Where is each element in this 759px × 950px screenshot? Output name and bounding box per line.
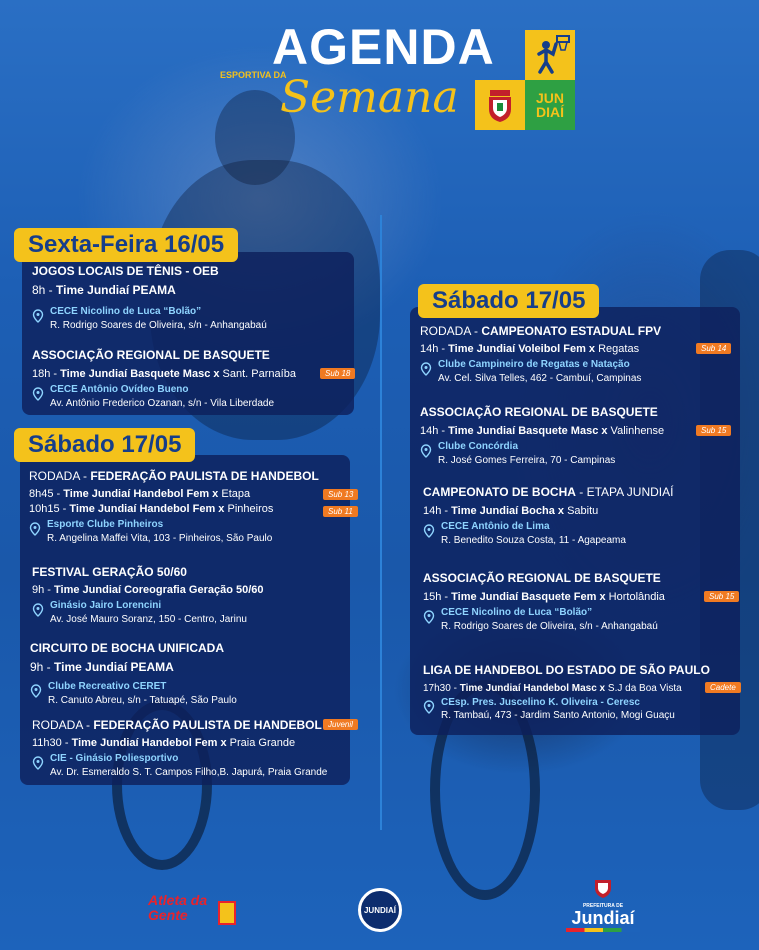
event-time: 8h45 - <box>29 488 64 500</box>
event-line <box>423 591 740 603</box>
atleta-da-gente-text: Atleta da Gente <box>148 892 208 923</box>
heading-main: CAMPEONATO DE BOCHA <box>423 485 576 499</box>
event-team: Time Jundiaí PEAMA <box>54 660 174 674</box>
location-pin-icon <box>423 700 435 714</box>
venue-name: CECE Nicolino de Luca “Bolão” <box>50 306 202 317</box>
venue-address: R. José Gomes Ferreira, 70 - Campinas <box>438 455 616 466</box>
jundiai-seal-logo <box>358 888 402 932</box>
friday-card <box>22 252 354 415</box>
event-team: Time Jundiaí Handebol Fem x <box>71 737 227 749</box>
event-heading: FESTIVAL GERAÇÃO 50/60 <box>32 565 187 579</box>
event-time: 8h - <box>32 283 57 297</box>
event-handebol-rodada-2 <box>20 718 353 778</box>
location-pin-icon <box>32 603 44 617</box>
event-friday-basketball <box>22 348 354 409</box>
event-team: Time Jundiaí Basquete Fem x <box>451 591 606 603</box>
event-liga-handebol <box>410 663 740 721</box>
column-divider <box>380 215 382 830</box>
event-line <box>423 505 740 517</box>
location-pin-icon <box>420 444 432 458</box>
venue-address: Av. Cel. Silva Telles, 462 - Cambuí, Campinas <box>438 373 642 384</box>
event-time: 9h - <box>32 584 55 596</box>
category-badge: Cadete <box>705 682 741 693</box>
event-line <box>32 283 354 297</box>
event-heading <box>423 485 740 499</box>
event-opponent: Pinheiros <box>224 503 274 515</box>
event-team: Time Jundiaí PEAMA <box>56 283 176 297</box>
venue-name: CECE Antônio Ovídeo Bueno <box>50 384 189 395</box>
jundiai-seal-text: JUNDIAÍ <box>363 905 396 915</box>
category-badge: Sub 11 <box>323 506 358 517</box>
event-time: 11h30 - <box>32 737 72 749</box>
day-label-saturday-left: Sábado 17/05 <box>14 428 195 462</box>
event-time: 14h - <box>420 343 449 355</box>
event-bocha-etapa <box>410 485 740 546</box>
heading-main: FEDERAÇÃO PAULISTA DE HANDEBOL <box>90 469 319 483</box>
event-line <box>420 425 740 437</box>
venue-address: R. Rodrigo Soares de Oliveira, s/n - Anhangabaú <box>50 320 267 331</box>
event-festival-geracao <box>20 565 350 625</box>
category-badge: Sub 14 <box>696 343 731 354</box>
sports-icon-tile <box>525 30 575 80</box>
venue-name: Clube Concórdia <box>438 441 519 452</box>
heading-prefix: RODADA - <box>420 324 482 338</box>
event-line <box>32 368 354 380</box>
event-team: Time Jundiaí Handebol Masc x <box>459 683 606 694</box>
heading-main: CAMPEONATO ESTADUAL FPV <box>481 324 662 338</box>
heading-prefix: RODADA - <box>32 718 94 732</box>
event-line <box>30 660 350 674</box>
prefeitura-name: Jundiaí <box>571 908 635 928</box>
event-heading: ASSOCIAÇÃO REGIONAL DE BASQUETE <box>420 405 658 419</box>
header-title: AGENDA <box>272 19 495 75</box>
event-line <box>29 503 350 515</box>
event-time: 17h30 - <box>423 683 460 694</box>
venue-address: R. Canuto Abreu, s/n - Tatuapé, São Paulo <box>48 695 237 706</box>
location-pin-icon <box>420 362 432 376</box>
event-opponent: S.J da Boa Vista <box>605 683 682 694</box>
venue-name: CECE Antônio de Lima <box>441 521 550 532</box>
event-time: 9h - <box>30 660 55 674</box>
event-line <box>423 683 740 694</box>
heading-main: FEDERAÇÃO PAULISTA DE HANDEBOL <box>93 718 322 732</box>
location-pin-icon <box>30 684 42 698</box>
venue-address: R. Benedito Souza Costa, 11 - Agapeama <box>441 535 626 546</box>
header-subtitle: ESPORTIVA DA <box>220 70 287 80</box>
venue-name: Esporte Clube Pinheiros <box>47 519 164 530</box>
saturday-left-card <box>20 455 354 785</box>
event-time: 14h - <box>420 425 449 437</box>
location-pin-icon <box>32 387 44 401</box>
event-team: Time Jundiaí Bocha x <box>451 505 565 517</box>
event-team: Time Jundiaí Voleibol Fem x <box>448 343 596 355</box>
event-team: Time Jundiaí Handebol Fem x <box>69 503 225 515</box>
event-opponent: Sabitu <box>564 505 599 517</box>
coat-of-arms-tile <box>475 80 525 130</box>
event-basquete-masc <box>410 405 740 466</box>
event-opponent: Hortolândia <box>605 591 665 603</box>
heading-prefix: RODADA - <box>29 469 91 483</box>
venue-name: CEsp. Pres. Juscelino K. Oliveira - Ceresc <box>441 697 640 708</box>
event-opponent: Regatas <box>595 343 640 355</box>
event-time: 14h - <box>423 505 452 517</box>
event-opponent: Etapa <box>218 488 251 500</box>
event-time: 18h - <box>32 368 61 380</box>
event-friday-tennis <box>22 264 354 331</box>
basketball-player-icon <box>525 30 575 80</box>
jundiai-logo-tile <box>525 80 575 130</box>
jundiai-logo-text: JUN DIAÍ <box>535 90 564 120</box>
event-heading <box>32 718 350 732</box>
category-badge: Sub 15 <box>696 425 731 436</box>
event-bocha-unificada <box>20 641 350 706</box>
event-line <box>32 584 350 596</box>
event-opponent: Sant. Parnaíba <box>219 368 296 380</box>
atleta-badge-icon <box>218 901 236 925</box>
event-opponent: Praia Grande <box>226 737 296 749</box>
category-badge: Sub 13 <box>323 489 358 500</box>
coat-of-arms-small-icon <box>591 876 615 900</box>
event-handebol-rodada-1 <box>20 469 354 544</box>
venue-address: R. Angelina Maffei Vita, 103 - Pinheiros, São Paulo <box>47 533 273 544</box>
event-heading: ASSOCIAÇÃO REGIONAL DE BASQUETE <box>32 348 270 362</box>
category-badge: Sub 18 <box>320 368 355 379</box>
event-team: Time Jundiaí Coreografia Geração 50/60 <box>54 584 264 596</box>
venue-name: CIE - Ginásio Poliesportivo <box>50 753 179 764</box>
event-heading: JOGOS LOCAIS DE TÊNIS - OEB <box>32 264 219 278</box>
event-line <box>32 737 350 749</box>
venue-name: Ginásio Jairo Lorencini <box>50 600 162 611</box>
coat-of-arms-icon <box>475 80 525 130</box>
event-heading <box>29 469 350 483</box>
prefeitura-jundiai-logo <box>558 876 648 936</box>
event-line <box>29 488 350 500</box>
event-line <box>420 343 740 355</box>
atleta-da-gente-logo <box>148 893 238 933</box>
venue-address: R. Tambaú, 473 - Jardim Santo Antonio, Mogi Guaçu <box>441 710 675 721</box>
event-team: Time Jundiaí Basquete Masc x <box>448 425 608 437</box>
location-pin-icon <box>423 610 435 624</box>
color-stripe <box>566 928 640 932</box>
day-label-saturday-right: Sábado 17/05 <box>418 284 599 318</box>
category-badge: Juvenil <box>323 719 358 730</box>
event-team: Time Jundiaí Handebol Fem x <box>63 488 219 500</box>
header-script-word: Semana <box>280 72 459 123</box>
location-pin-icon <box>32 309 44 323</box>
event-heading: CIRCUITO DE BOCHA UNIFICADA <box>30 641 224 655</box>
location-pin-icon <box>423 524 435 538</box>
category-badge: Sub 15 <box>704 591 739 602</box>
venue-name: Clube Campineiro de Regatas e Natação <box>438 359 630 370</box>
day-label-friday: Sexta-Feira 16/05 <box>14 228 238 262</box>
venue-address: Av. Dr. Esmeraldo S. T. Campos Filho,B. Japurá, Praia Grande <box>50 767 328 778</box>
event-heading: ASSOCIAÇÃO REGIONAL DE BASQUETE <box>423 571 661 585</box>
prefeitura-label: PREFEITURA DE <box>582 903 624 909</box>
event-heading: LIGA DE HANDEBOL DO ESTADO DE SÃO PAULO <box>423 663 710 677</box>
event-heading <box>420 324 740 338</box>
event-time: 15h - <box>423 591 452 603</box>
venue-name: CECE Nicolino de Luca “Bolão” <box>441 607 593 618</box>
heading-suffix: - ETAPA JUNDIAÍ <box>575 485 674 499</box>
event-time: 10h15 - <box>29 503 70 515</box>
location-pin-icon <box>29 522 41 536</box>
venue-address: Av. José Mauro Soranz, 150 - Centro, Jarinu <box>50 614 247 625</box>
location-pin-icon <box>32 756 44 770</box>
venue-address: Av. Antônio Frederico Ozanan, s/n - Vila Liberdade <box>50 398 275 409</box>
venue-address: R. Rodrigo Soares de Oliveira, s/n - Anhangabaú <box>441 621 658 632</box>
venue-name: Clube Recreativo CERET <box>48 681 167 692</box>
event-campeonato-fpv <box>410 324 740 384</box>
event-basquete-fem <box>410 571 740 632</box>
event-team: Time Jundiaí Basquete Masc x <box>60 368 220 380</box>
saturday-right-card <box>410 307 740 735</box>
event-opponent: Valinhense <box>607 425 665 437</box>
